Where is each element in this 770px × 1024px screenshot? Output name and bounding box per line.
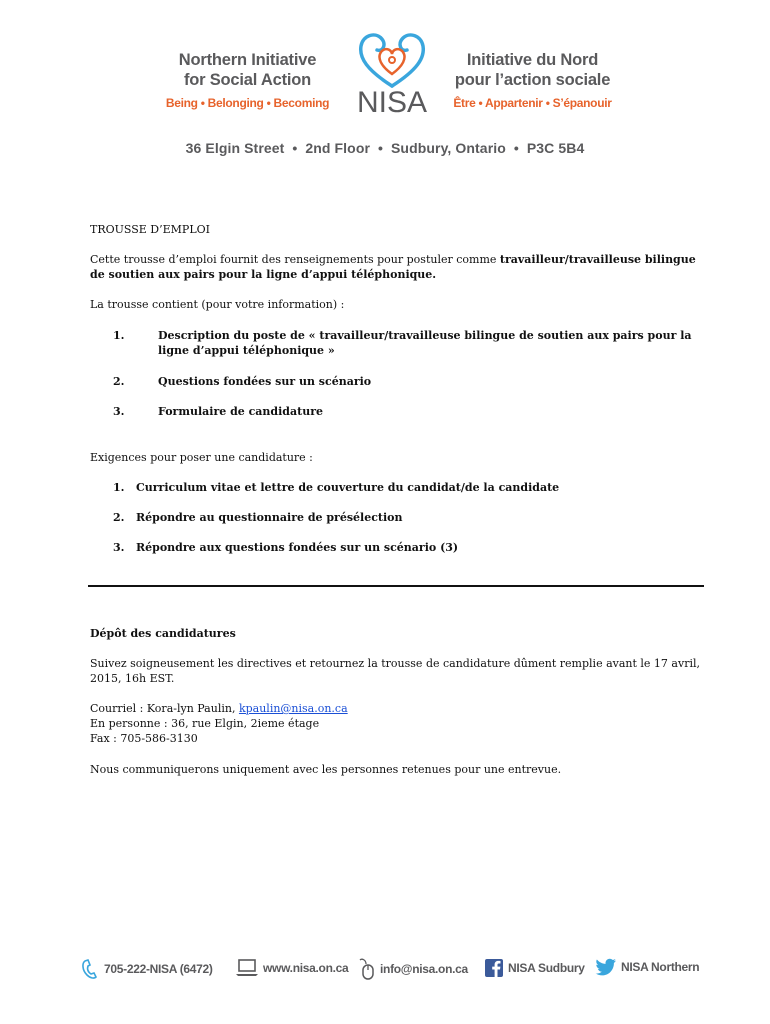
req-item: Répondre au questionnaire de présélection xyxy=(136,511,403,524)
header-left-block xyxy=(160,50,335,110)
logo-text: NISA xyxy=(356,86,428,119)
footer-facebook xyxy=(484,958,585,978)
fax-line: Fax : 705-586-3130 xyxy=(90,732,198,745)
in-person-line: En personne : 36, rue Elgin, 2ieme étage xyxy=(90,717,320,730)
list-item: Formulaire de candidature xyxy=(158,405,323,418)
footer-email xyxy=(356,958,468,980)
phone-icon xyxy=(80,958,100,980)
req-item: Curriculum vitae et lettre de couverture du candidat/de la candidate xyxy=(136,481,560,494)
email-label: Courriel : Kora-lyn Paulin, xyxy=(90,702,239,715)
footer-facebook-text: NISA Sudbury xyxy=(508,961,585,975)
deposit-title: Dépôt des candidatures xyxy=(90,627,236,640)
deposit-paragraph: Suivez soigneusement les directives et retournez la trousse de candidature dûment remplie avant le 17 avril, 2015, 16h EST. xyxy=(90,657,700,685)
footer-phone xyxy=(80,958,213,980)
list-item-number: 3. xyxy=(113,405,125,418)
email-line xyxy=(90,701,700,716)
footer-twitter xyxy=(595,958,699,976)
list-item-number: 2. xyxy=(113,375,125,388)
req-item: Répondre aux questions fondées sur un scénario (3) xyxy=(136,541,459,554)
intro-bold-text: travailleur/travailleuse bilingue de soutien aux pairs pour la ligne d’appui téléphonique. xyxy=(90,253,696,281)
doc-title: TROUSSE D’EMPLOI xyxy=(90,223,210,236)
closing-note: Nous communiquerons uniquement avec les personnes retenues pour une entrevue. xyxy=(90,763,562,776)
tagline-fr: Être • Appartenir • S’épanouir xyxy=(453,96,612,110)
facebook-icon xyxy=(484,958,504,978)
requirements-label: Exigences pour poser une candidature : xyxy=(90,451,313,464)
org-name-fr-line2: pour l’action sociale xyxy=(454,71,611,89)
email-link[interactable]: kpaulin@nisa.on.ca xyxy=(238,702,348,715)
list-item-number: 1. xyxy=(113,329,125,342)
nisa-logo xyxy=(348,30,436,120)
org-name-en-line2: for Social Action xyxy=(183,71,312,89)
footer-contact-bar xyxy=(80,956,720,982)
laptop-icon xyxy=(235,958,259,978)
section-divider xyxy=(88,585,704,587)
org-name-fr-line1: Initiative du Nord xyxy=(466,51,599,69)
tagline-en: Being • Belonging • Becoming xyxy=(165,96,330,110)
contains-label: La trousse contient (pour votre information) : xyxy=(90,298,345,311)
hearts-logo-icon xyxy=(357,30,427,90)
footer-web-text: www.nisa.on.ca xyxy=(263,961,349,975)
footer-twitter-text: NISA Northern xyxy=(621,960,700,974)
footer-email-text: info@nisa.on.ca xyxy=(380,962,468,976)
req-item-number: 2. xyxy=(113,511,125,524)
footer-phone-text: 705-222-NISA (6472) xyxy=(104,962,213,976)
org-name-en-line1: Northern Initiative xyxy=(178,51,317,69)
intro-plain-text: Cette trousse d’emploi fournit des renseignements pour postuler comme xyxy=(90,253,500,266)
list-item: Description du poste de « travailleur/travailleuse bilingue de soutien aux pairs pour la ligne d’appui téléphonique » xyxy=(158,329,692,357)
address-line: 36 Elgin Street • 2nd Floor • Sudbury, Ontario • P3C 5B4 xyxy=(185,140,585,156)
twitter-icon xyxy=(595,958,617,976)
req-item-number: 1. xyxy=(113,481,125,494)
req-item-number: 3. xyxy=(113,541,125,554)
mouse-icon xyxy=(356,958,376,980)
header-right-block xyxy=(445,50,620,110)
intro-paragraph xyxy=(90,252,700,282)
list-item: Questions fondées sur un scénario xyxy=(158,375,372,388)
footer-web xyxy=(235,958,348,978)
